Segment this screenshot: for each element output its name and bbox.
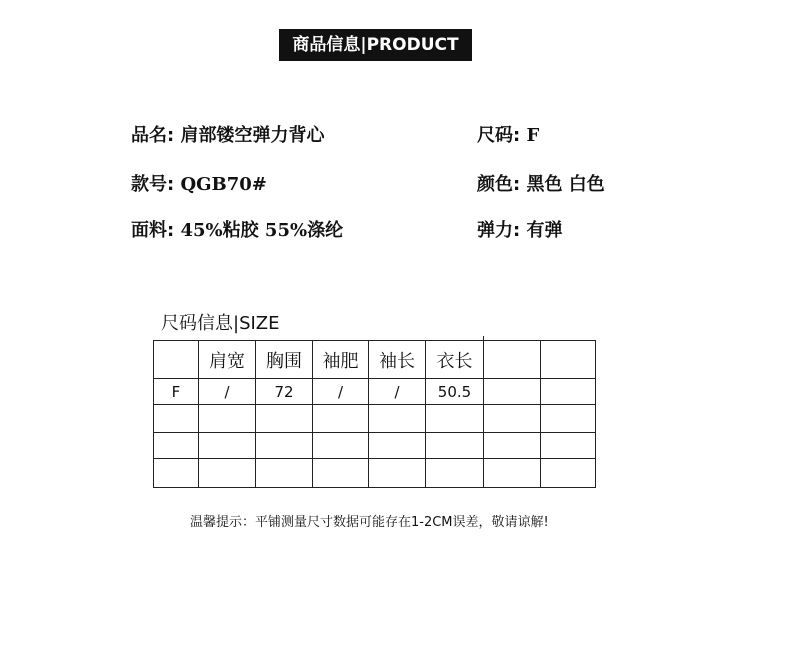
table-cell: [199, 405, 256, 433]
header-cell: [154, 341, 199, 379]
table-cell: [154, 459, 199, 488]
fabric-row: [131, 216, 343, 242]
table-cell: [199, 433, 256, 459]
header-cell: 衣长: [426, 341, 484, 379]
table-cell: [369, 405, 426, 433]
color-row: [477, 170, 605, 196]
size-row: [477, 121, 539, 147]
table-cell: [256, 405, 313, 433]
table-cell: 50.5: [426, 379, 484, 405]
fabric-material-1: 粘胶: [222, 220, 259, 241]
table-cell: F: [154, 379, 199, 405]
fabric-percent-1: 45%: [180, 220, 223, 241]
color-value: 黑色 白色: [526, 174, 605, 195]
table-cell: [369, 459, 426, 488]
table-cell: [541, 405, 596, 433]
table-cell: [484, 433, 541, 459]
table-cell: [484, 379, 541, 405]
table-cell: [369, 433, 426, 459]
table-cell: [154, 433, 199, 459]
product-banner: 商品信息|PRODUCT: [279, 29, 472, 61]
table-cell: [541, 379, 596, 405]
header-cell: 袖肥: [313, 341, 369, 379]
stretch-row: [477, 216, 562, 242]
header-cell: 胸围: [256, 341, 313, 379]
table-cell: [426, 433, 484, 459]
header-cell: [484, 341, 541, 379]
table-cell: [313, 459, 369, 488]
table-row: [154, 433, 596, 459]
table-row: [154, 459, 596, 488]
fabric-material-2: 涤纶: [307, 220, 344, 241]
header-cell: [541, 341, 596, 379]
table-cell: [541, 459, 596, 488]
table-cell: [313, 433, 369, 459]
size-value: F: [526, 125, 540, 146]
style-number-row: [131, 170, 267, 196]
stretch-value: 有弹: [526, 220, 563, 241]
table-cell: [154, 405, 199, 433]
table-cell: 72: [256, 379, 313, 405]
table-cell: [256, 433, 313, 459]
table-cell: /: [199, 379, 256, 405]
size-table: [153, 340, 596, 488]
table-cell: [426, 459, 484, 488]
table-cell: [484, 405, 541, 433]
table-cell: /: [313, 379, 369, 405]
table-cell: [199, 459, 256, 488]
table-cell: [426, 405, 484, 433]
table-row: [154, 379, 596, 405]
table-cell: /: [369, 379, 426, 405]
product-name-label: 品名:: [131, 125, 175, 146]
product-name-row: [131, 121, 324, 147]
table-cell: [313, 405, 369, 433]
measurement-tip: 温馨提示：平铺测量尺寸数据可能存在1-2CM误差，敬请谅解!: [190, 515, 549, 530]
size-info-heading: 尺码信息|SIZE: [161, 313, 280, 334]
product-name-value: 肩部镂空弹力背心: [180, 125, 325, 146]
header-cell: 肩宽: [199, 341, 256, 379]
fabric-label: 面料:: [131, 220, 175, 241]
color-label: 颜色:: [477, 174, 521, 195]
style-number-value: QGB70#: [180, 174, 267, 195]
size-label: 尺码:: [477, 125, 521, 146]
size-table-header-row: [154, 341, 596, 379]
table-cell: [484, 459, 541, 488]
table-cell: [541, 433, 596, 459]
table-row: [154, 405, 596, 433]
fabric-percent-2: 55%: [264, 220, 308, 241]
header-cell: 袖长: [369, 341, 426, 379]
table-cell: [256, 459, 313, 488]
style-number-label: 款号:: [131, 174, 175, 195]
stretch-label: 弹力:: [477, 220, 521, 241]
